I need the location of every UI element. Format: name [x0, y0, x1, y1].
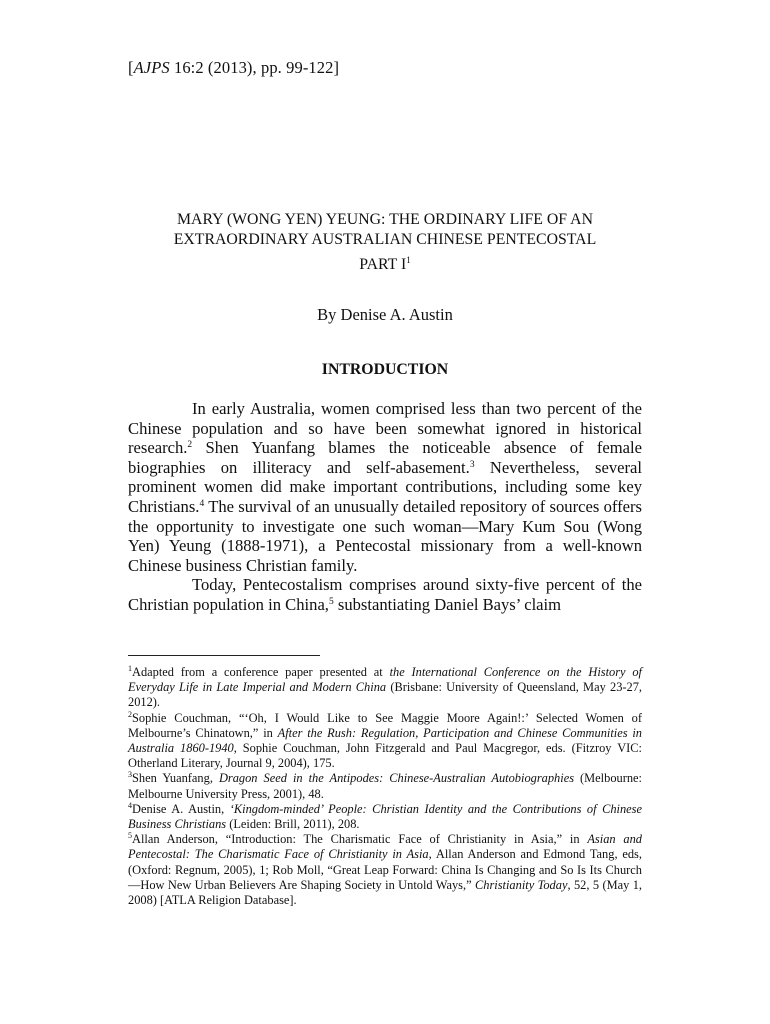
footnote-2: [128, 711, 642, 772]
footnote-3-mark: 3: [128, 770, 132, 780]
footnote-3-text-a: Shen Yuanfang,: [132, 771, 219, 786]
footnote-ref-2: 2: [187, 440, 193, 451]
footnote-3-book-title: Dragon Seed in the Antipodes: Chinese-Australian Autobiographies: [218, 771, 575, 786]
footnote-1-text-c: (Brisbane: University of Queensland, May 23-27, 2012).: [128, 680, 643, 710]
paragraph-1: [128, 399, 642, 575]
section-heading: INTRODUCTION: [321, 361, 449, 378]
footnote-4-text-c: (Leiden: Brill, 2011), 208.: [226, 817, 360, 832]
footnote-5-mark: 5: [128, 831, 132, 841]
footnote-ref-1: 1: [406, 255, 411, 265]
footnote-5-journal-title: Christianity Today: [475, 877, 568, 892]
article-title: [128, 210, 642, 275]
footnote-2-book-title: After the Rush: Regulation, Participation and Chinese Communities in Australia 1860-1940: [128, 725, 642, 756]
footnote-5-text-c: , Allan Anderson and Edmond Tang, eds, (Oxford: Regnum, 2005), 1; Rob Moll, “Great Leap Forward: China Is Changing and So Is Its Church—How New Urban Believers Are Shaping Society in Untold Ways,”: [128, 847, 642, 892]
footnote-4-book-title: ‘Kingdom-minded’ People: Christian Identity and the Contributions of Chinese Business Christians: [128, 801, 642, 832]
title-line-3: [128, 250, 642, 275]
header-open-bracket: [: [128, 58, 134, 77]
footnote-5-book-title: Asian and Pentecostal: The Charismatic Face of Christianity in Asia: [128, 832, 642, 862]
footnote-2-text-a: Sophie Couchman, “‘Oh, I Would Like to See Maggie Moore Again!:’ Selected Women of Melbourne’s Chinatown,” in: [128, 710, 642, 740]
paragraph-2: [128, 575, 642, 614]
author-byline: By Denise A. Austin: [317, 305, 453, 324]
article-body: [128, 399, 642, 615]
title-line-2: EXTRAORDINARY AUSTRALIAN CHINESE PENTECOSTAL: [173, 231, 597, 248]
footnote-2-text-c: , Sophie Couchman, John Fitzgerald and Paul Macgregor, eds. (Fitzroy VIC: Otherland Literary, Journal 9, 2004), 175.: [128, 741, 642, 771]
paragraph-1-text-b: Shen Yuanfang blames the noticeable absence of female biographies on illiteracy and self-abasement.: [128, 438, 642, 477]
journal-citation-header: [128, 58, 339, 78]
paragraph-1-text-d: The survival of an unusually detailed repository of sources offers the opportunity to investigate one such woman—Mary Kum Sou (Wong Yen) Yeung (1888-1971), a Pentecostal missionary from a well-known Chinese business Christian family.: [128, 496, 642, 575]
footnote-3-text-c: (Melbourne: Melbourne University Press, 2001), 48.: [128, 771, 642, 801]
paragraph-2-text-b: substantiating Daniel Bays’ claim: [333, 594, 562, 614]
footnote-1-mark: 1: [128, 664, 132, 673]
citation-details: 16:2 (2013), pp. 99-122]: [169, 58, 340, 77]
footnote-5: [128, 832, 642, 908]
paragraph-1-text-a: In early Australia, women comprised less than two percent of the Chinese population and so have been somewhat ignored in historical research.: [128, 399, 642, 458]
footnote-1: [128, 665, 642, 711]
title-line-1: MARY (WONG YEN) YEUNG: THE ORDINARY LIFE OF AN: [177, 211, 593, 228]
journal-abbreviation: AJPS: [133, 58, 170, 77]
footnote-5-text-a: Allan Anderson, “Introduction: The Charismatic Face of Christianity in Asia,” in: [132, 832, 588, 847]
footnote-ref-3: 3: [469, 459, 475, 470]
footnote-5-text-e: , 52, 5 (May 1, 2008) [ATLA Religion Database].: [128, 877, 642, 908]
footnote-3: [128, 771, 642, 801]
footnote-4-text-a: Denise A. Austin,: [132, 801, 230, 816]
footnote-4: [128, 802, 642, 832]
footnote-1-text-a: Adapted from a conference paper presented at: [132, 665, 390, 679]
footnote-2-mark: 2: [128, 709, 132, 719]
title-part: PART I: [359, 256, 407, 273]
footnote-ref-5: 5: [328, 596, 334, 607]
footnote-1-conference-title: the International Conference on the History of Everyday Life in Late Imperial and Modern China: [128, 665, 642, 695]
footnotes: [128, 665, 642, 908]
footnote-separator: [128, 655, 320, 656]
footnote-ref-4: 4: [199, 498, 205, 509]
footnote-4-mark: 4: [128, 800, 132, 810]
paragraph-2-text-a: Today, Pentecostalism comprises around sixty-five percent of the Christian population in China,: [128, 575, 642, 614]
paragraph-1-text-c: Nevertheless, several prominent women did make important contributions, including some key Christians.: [128, 457, 642, 516]
